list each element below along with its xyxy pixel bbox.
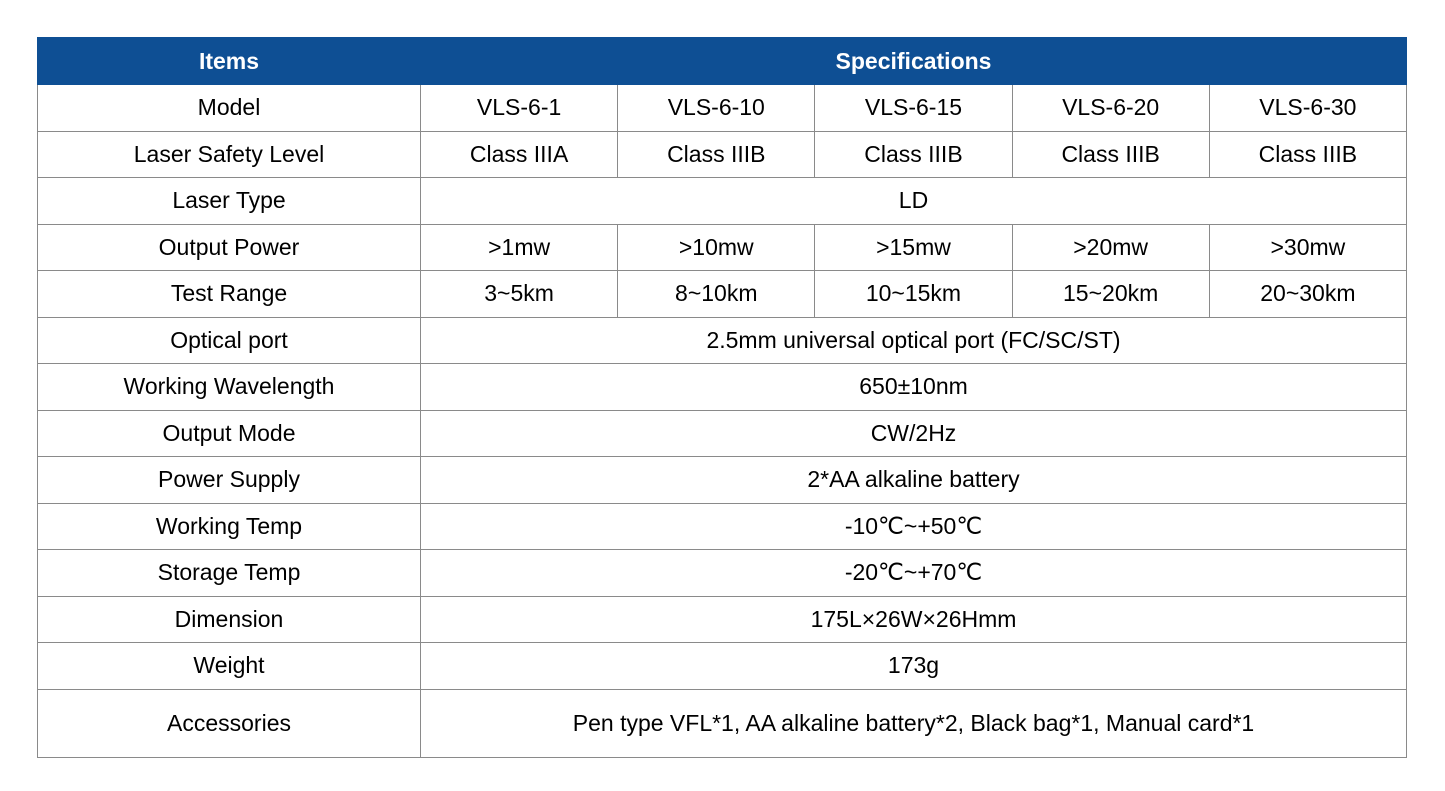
table-cell: VLS-6-15 xyxy=(815,85,1012,132)
table-cell: VLS-6-10 xyxy=(618,85,815,132)
table-row xyxy=(38,503,1407,550)
table-cell: 3~5km xyxy=(421,271,618,318)
table-cell: >1mw xyxy=(421,224,618,271)
table-row xyxy=(38,271,1407,318)
specifications-header: Specifications xyxy=(421,38,1407,85)
table-cell: Class IIIB xyxy=(1012,131,1209,178)
table-cell: >15mw xyxy=(815,224,1012,271)
table-row xyxy=(38,550,1407,597)
table-cell: Class IIIA xyxy=(421,131,618,178)
table-cell: >10mw xyxy=(618,224,815,271)
row-label: Output Power xyxy=(38,224,421,271)
row-label: Accessories xyxy=(38,689,421,757)
row-label: Model xyxy=(38,85,421,132)
table-cell: >20mw xyxy=(1012,224,1209,271)
table-cell: VLS-6-30 xyxy=(1209,85,1406,132)
table-cell: CW/2Hz xyxy=(421,410,1407,457)
row-label: Laser Type xyxy=(38,178,421,225)
table-cell: 2*AA alkaline battery xyxy=(421,457,1407,504)
table-cell: 8~10km xyxy=(618,271,815,318)
table-header-row xyxy=(38,38,1407,85)
table-cell: Class IIIB xyxy=(1209,131,1406,178)
table-cell: LD xyxy=(421,178,1407,225)
table-row xyxy=(38,596,1407,643)
table-cell: 175L×26W×26Hmm xyxy=(421,596,1407,643)
table-row xyxy=(38,410,1407,457)
row-label: Optical port xyxy=(38,317,421,364)
table-row xyxy=(38,317,1407,364)
row-label: Power Supply xyxy=(38,457,421,504)
table-cell: >30mw xyxy=(1209,224,1406,271)
row-label: Storage Temp xyxy=(38,550,421,597)
table-row xyxy=(38,131,1407,178)
row-label: Dimension xyxy=(38,596,421,643)
table-cell: 20~30km xyxy=(1209,271,1406,318)
items-header: Items xyxy=(38,38,421,85)
table-row xyxy=(38,643,1407,690)
specifications-table xyxy=(37,37,1407,758)
table-cell: 2.5mm universal optical port (FC/SC/ST) xyxy=(421,317,1407,364)
table-cell: VLS-6-1 xyxy=(421,85,618,132)
table-cell: VLS-6-20 xyxy=(1012,85,1209,132)
table-cell: 173g xyxy=(421,643,1407,690)
table-row xyxy=(38,85,1407,132)
row-label: Working Wavelength xyxy=(38,364,421,411)
table-row xyxy=(38,178,1407,225)
table-row xyxy=(38,689,1407,757)
table-row xyxy=(38,457,1407,504)
table-cell: 650±10nm xyxy=(421,364,1407,411)
table-cell: Pen type VFL*1, AA alkaline battery*2, Black bag*1, Manual card*1 xyxy=(421,689,1407,757)
row-label: Working Temp xyxy=(38,503,421,550)
row-label: Laser Safety Level xyxy=(38,131,421,178)
table-cell: 15~20km xyxy=(1012,271,1209,318)
table-cell: -20℃~+70℃ xyxy=(421,550,1407,597)
table-cell: Class IIIB xyxy=(618,131,815,178)
table-cell: Class IIIB xyxy=(815,131,1012,178)
table-row xyxy=(38,224,1407,271)
table-cell: -10℃~+50℃ xyxy=(421,503,1407,550)
row-label: Output Mode xyxy=(38,410,421,457)
row-label: Test Range xyxy=(38,271,421,318)
table-cell: 10~15km xyxy=(815,271,1012,318)
row-label: Weight xyxy=(38,643,421,690)
table-row xyxy=(38,364,1407,411)
